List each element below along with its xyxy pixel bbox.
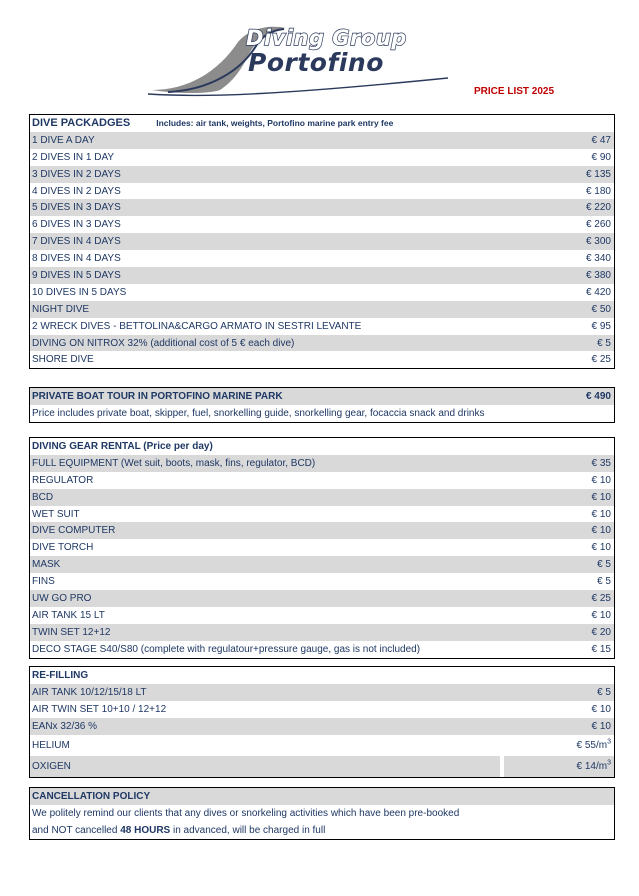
gear-rental-row [30,506,614,523]
dive-package-row [30,250,614,267]
gear-rental-row [30,556,614,573]
gear-rental-label: AIR TANK 15 LT [32,609,105,621]
boat-tour-section [29,387,615,423]
gear-rental-row [30,489,614,506]
cancellation-title: CANCELLATION POLICY [32,790,151,802]
gear-rental-price: € 20 [591,626,611,638]
gear-rental-row [30,607,614,624]
refilling-label: EANx 32/36 % [32,720,98,732]
dive-package-label: 5 DIVES IN 3 DAYS [32,202,121,214]
dive-package-row [30,216,614,233]
cancellation-text-1: We politely remind our clients that any dives or snorkeling activities which have been pre-booked [32,807,460,819]
dive-package-row [30,233,614,250]
gear-rental-price: € 5 [597,576,611,588]
cancellation-line-1 [30,805,614,822]
dive-package-row [30,199,614,216]
dive-package-row [30,335,614,352]
refilling-label: AIR TWIN SET 10+10 / 12+12 [32,703,167,715]
dive-packages-header [30,115,614,132]
refilling-title: RE-FILLING [32,669,89,681]
refilling-section [29,666,615,778]
dive-package-price: € 420 [585,286,611,298]
refilling-oxigen-price: € $14/m^3$ [576,759,611,772]
dive-package-label: 2 WRECK DIVES - BETTOLINA&CARGO ARMATO IN SESTRI LEVANTE [32,320,362,332]
dive-package-label: NIGHT DIVE [32,303,90,315]
cancellation-text-2-suffix: in advanced, will be charged in full [170,824,326,836]
gear-rental-row [30,539,614,556]
refilling-helium-price: € $55/m^3$ [576,738,611,751]
dive-package-row [30,267,614,284]
gear-rental-row [30,573,614,590]
gear-rental-label: DIVE TORCH [32,542,94,554]
dive-package-label: 1 DIVE A DAY [32,134,95,146]
gear-rental-row [30,641,614,658]
cancellation-section [29,787,615,840]
gear-rental-price: € 10 [591,609,611,621]
gear-rental-section [29,437,615,659]
dive-package-row [30,183,614,200]
gear-rental-row [30,455,614,472]
boat-tour-header [30,388,614,405]
dive-package-label: 8 DIVES IN 4 DAYS [32,253,121,265]
boat-tour-note-row [30,405,614,422]
gear-rental-row [30,472,614,489]
gear-rental-price: € 10 [591,542,611,554]
cancellation-text-2-prefix: and NOT cancelled [32,824,121,836]
dive-package-price: € 180 [585,185,611,197]
gear-rental-price: € 35 [591,457,611,469]
dive-packages-section [29,114,615,369]
gear-rental-header [30,438,614,455]
cancellation-header [30,788,614,805]
dive-package-price: € 50 [591,303,611,315]
refilling-helium-label: HELIUM [32,739,70,751]
gear-rental-row [30,522,614,539]
boat-tour-price: € 490 [585,390,611,402]
gear-rental-label: FINS [32,576,55,588]
refilling-price: € 10 [591,720,611,732]
boat-tour-title: PRIVATE BOAT TOUR IN PORTOFINO MARINE PARK [32,390,283,402]
dive-package-price: € 5 [597,337,611,349]
refilling-row-helium [30,735,614,756]
dive-package-label: DIVING ON NITROX 32% (additional cost of 5 € each dive) [32,337,295,349]
dive-packages-title: DIVE PACKADGES [32,117,131,130]
refilling-oxigen-label: OXIGEN [32,760,71,772]
price-list-title: PRICE LIST 2025 [474,86,555,97]
gear-rental-list [30,455,614,658]
gear-rental-price: € 5 [597,559,611,571]
refilling-row [30,718,614,735]
gear-rental-label: BCD [32,491,54,503]
gear-rental-price: € 25 [591,592,611,604]
dive-package-label: SHORE DIVE [32,354,94,366]
dive-package-row [30,351,614,368]
gear-rental-price: € 10 [591,508,611,520]
gear-rental-price: € 10 [591,474,611,486]
refilling-price: € 10 [591,703,611,715]
dive-package-row [30,284,614,301]
dive-package-price: € 135 [585,168,611,180]
dive-package-row [30,301,614,318]
gear-rental-label: TWIN SET 12+12 [32,626,111,638]
gear-rental-label: UW GO PRO [32,592,92,604]
refilling-row [30,701,614,718]
dive-package-label: 9 DIVES IN 5 DAYS [32,269,121,281]
dive-package-price: € 25 [591,354,611,366]
dive-package-price: € 47 [591,134,611,146]
dive-packages-includes-note: Includes: air tank, weights, Portofino marine park entry fee [156,118,394,129]
dive-package-row [30,166,614,183]
refilling-header [30,667,614,684]
refilling-row-oxigen [30,756,614,777]
refilling-label: AIR TANK 10/12/15/18 LT [32,686,147,698]
dive-package-price: € 90 [591,151,611,163]
gear-rental-label: WET SUIT [32,508,80,520]
logo [148,20,468,98]
gear-rental-row [30,590,614,607]
dive-package-label: 3 DIVES IN 2 DAYS [32,168,121,180]
gear-rental-price: € 10 [591,491,611,503]
dive-package-price: € 260 [585,219,611,231]
dive-package-label: 10 DIVES IN 5 DAYS [32,286,127,298]
dive-package-label: 2 DIVES IN 1 DAY [32,151,115,163]
cancellation-line-2 [30,822,614,839]
cancellation-text-2-bold: 48 HOURS [120,824,171,836]
dive-package-label: 4 DIVES IN 2 DAYS [32,185,121,197]
gear-rental-label: MASK [32,559,61,571]
gear-rental-label: DIVE COMPUTER [32,525,116,537]
gear-rental-price: € 15 [591,643,611,655]
dive-package-label: 6 DIVES IN 3 DAYS [32,219,121,231]
gear-rental-label: FULL EQUIPMENT (Wet suit, boots, mask, fins, regulator, BCD) [32,457,316,469]
dive-package-price: € 380 [585,269,611,281]
refilling-row [30,684,614,701]
dive-package-price: € 340 [585,253,611,265]
gear-rental-label: REGULATOR [32,474,94,486]
dive-package-row [30,149,614,166]
refilling-list [30,684,614,735]
gear-rental-label: DECO STAGE S40/S80 (complete with regulatour+pressure gauge, gas is not included) [32,643,421,655]
logo-text-portofino: Portofino [248,48,384,77]
dive-package-price: € 220 [585,202,611,214]
gear-rental-row [30,624,614,641]
logo-text-diving-group: Diving Group [246,26,407,50]
dive-package-price: € 95 [591,320,611,332]
gear-rental-title: DIVING GEAR RENTAL (Price per day) [32,440,213,452]
refilling-price: € 5 [597,686,611,698]
dive-package-row [30,132,614,149]
dive-package-label: 7 DIVES IN 4 DAYS [32,236,121,248]
dive-packages-list [30,132,614,368]
gear-rental-price: € 10 [591,525,611,537]
dive-package-row [30,318,614,335]
dive-package-price: € 300 [585,236,611,248]
boat-tour-note: Price includes private boat, skipper, fuel, snorkelling guide, snorkelling gear, focaccia snack and drinks [32,407,485,419]
